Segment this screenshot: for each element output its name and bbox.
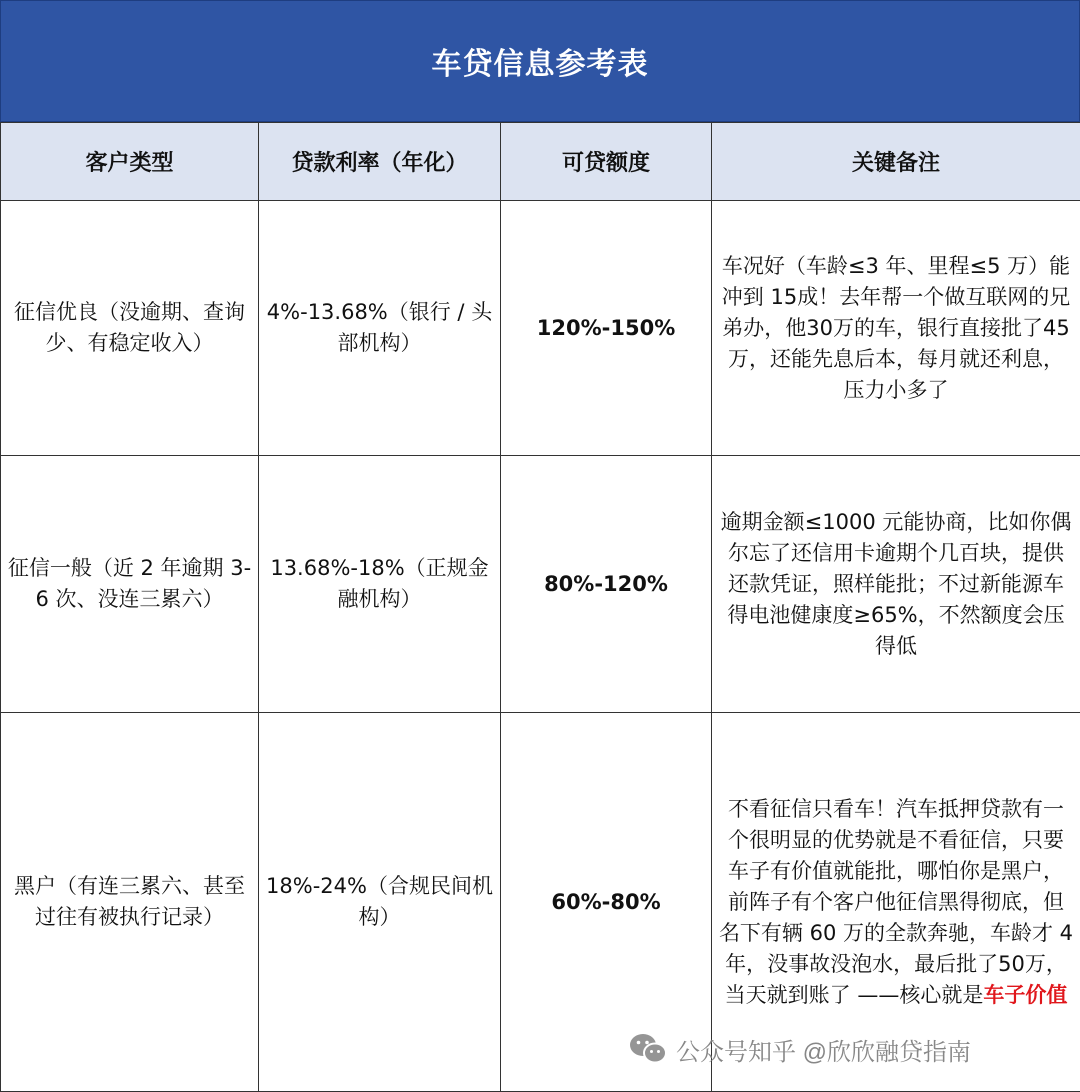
key-note-text: 不看征信只看车！汽车抵押贷款有一个很明显的优势就是不看征信，只要车子有价值就能批，哪怕你是黑户，前阵子有个客户他征信黑得彻底，但名下有辆 60 万的全款奔驰，车龄才 4 年，没事故没泡水，最后批了50万，当天就到账了 ——核心就是	[719, 797, 1073, 1007]
wechat-icon	[628, 1032, 668, 1066]
interest-rate-cell: 18%-24%（合规民间机构）	[259, 713, 501, 1092]
customer-type-cell: 征信优良（没逾期、查询少、有稳定收入）	[1, 201, 259, 456]
info-grid	[0, 122, 1080, 1092]
header-interest-rate: 贷款利率（年化）	[259, 123, 501, 201]
loan-amount-cell: 120%-150%	[501, 201, 712, 456]
watermark	[628, 1029, 971, 1069]
key-note-cell: 车况好（车龄≤3 年、里程≤5 万）能冲到 15成！去年帮一个做互联网的兄弟办，他30万的车，银行直接批了45万，还能先息后本，每月就还利息，压力小多了	[712, 201, 1080, 456]
header-loan-amount: 可贷额度	[501, 123, 712, 201]
table-title: 车贷信息参考表	[0, 0, 1080, 122]
header-customer-type: 客户类型	[1, 123, 259, 201]
customer-type-cell: 黑户（有连三累六、甚至过往有被执行记录）	[1, 713, 259, 1092]
watermark-text: 公众号知乎 @欣欣融贷指南	[676, 1032, 971, 1067]
customer-type-cell: 征信一般（近 2 年逾期 3-6 次、没连三累六）	[1, 456, 259, 713]
header-row	[1, 123, 1080, 201]
interest-rate-cell: 13.68%-18%（正规金融机构）	[259, 456, 501, 713]
table-row	[1, 201, 1080, 456]
key-note-cell: 逾期金额≤1000 元能协商，比如你偶尔忘了还信用卡逾期个几百块，提供还款凭证，照样能批；不过新能源车得电池健康度≥65%，不然额度会压得低	[712, 456, 1080, 713]
interest-rate-cell: 4%-13.68%（银行 / 头部机构）	[259, 201, 501, 456]
loan-amount-cell: 80%-120%	[501, 456, 712, 713]
header-key-notes: 关键备注	[712, 123, 1080, 201]
table-row	[1, 456, 1080, 713]
key-note-highlight: 车子价值	[983, 983, 1067, 1007]
loan-amount-cell: 60%-80%	[501, 713, 712, 1092]
